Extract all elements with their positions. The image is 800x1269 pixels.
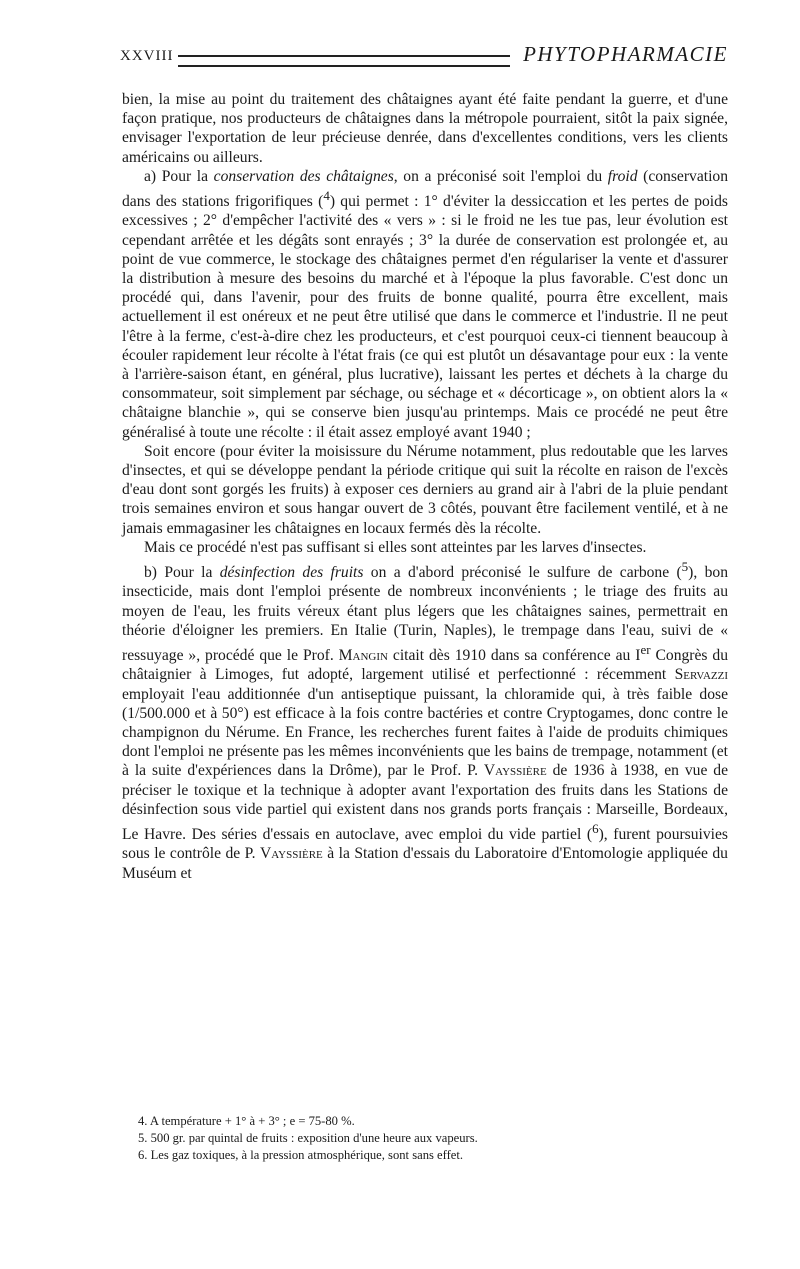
text-run: b) Pour la <box>144 564 220 582</box>
paragraph <box>122 538 728 557</box>
footnote-5: 5. 500 gr. par quintal de fruits : exposition d'une heure aux vapeurs. <box>138 1131 478 1145</box>
footnotes <box>138 1113 728 1164</box>
text-run: Congrès du châtaignier à Limoges, fut adopté, largement utilisé et perfectionné : récemment <box>122 647 728 684</box>
body-text <box>122 90 728 883</box>
text-run: on a d'abord préconisé le sulfure de carbone ( <box>363 564 682 582</box>
text-run: Soit encore (pour éviter la moisissure du Nérume notamment, plus redoutable que les larves d'insectes, et qui se développe pendant la période critique qui suit la récolte en raison de l'excès d'eau dont sont gorgés les fruits) à exposer ces derniers au grand air à l'abri de la pluie pendant trois semaines environ et sous hangar ouvert de 3 côtés, pouvant être facilement ventilé, et à ne jamais emmagasiner les châtaignes en locaux fermés dès la récolte. <box>122 442 728 537</box>
page-number: XXVIII <box>120 48 174 64</box>
text-run: employait l'eau additionnée d'un antiseptique puissant, la chloramide qui, à très faible dose (1/500.000 et à 50°) est efficace à la fois contre bactéries et contre Cryptogames, donc contre le champignon du Nérume. En France, les recherches furent faites à l'aide de produits chimiques dont l'emploi ne présente pas les mêmes inconvénients que les bains de trempage, notamment (et à la suite d'expériences dans la Drôme), par le Prof. P. <box>122 685 728 780</box>
running-title: PHYTOPHARMACIE <box>523 42 728 66</box>
small-caps-name: Mangin <box>338 647 388 665</box>
paragraph <box>122 557 728 883</box>
italic-run: conservation des châtaignes <box>213 167 394 185</box>
superscript: er <box>640 642 651 658</box>
text-run: , on a préconisé soit l'emploi du <box>393 167 608 185</box>
italic-run: froid <box>607 167 638 185</box>
footnote-4: 4. A température + 1° à + 3° ; e = 75-80 %. <box>138 1114 355 1128</box>
footnote-6: 6. Les gaz toxiques, à la pression atmosphérique, sont sans effet. <box>138 1148 464 1162</box>
text-run: Mais ce procédé n'est pas suffisant si elles sont atteintes par les larves d'insectes. <box>144 538 647 556</box>
text-run: ) qui permet : 1° d'éviter la dessiccation et les pertes de poids excessives ; 2° d'empêcher l'activité des « vers » : si le froid ne les tue pas, leur évolution est cependant arrêtée et les dégâts sont enrayés ; 3° la durée de conservation est prolongée et, au point de vue commerce, le stockage des châtaignes permet d'en régulariser la vente et d'assurer la distribution à mesure des besoins du marché et à l'époque la plus favorable. C'est donc un procédé qui, dans l'avenir, pour des fruits de bonne qualité, pourra être excellent, mais actuellement il est onéreux et ne peut être utilisé que dans le commerce et l'industrie. Il ne peut l'être à la ferme, c'est-à-dire chez les producteurs, et c'est pourquoi ceux-ci tiennent beaucoup à écouler rapidement leur récolte à l'état frais (ce qui est plutôt un désavantage pour eux : la vente à l'arrière-saison étant, en général, plus lucrative), laissant les pertes et déchets à la charge du consommateur, soit simplement par séchage, ou séchage et « décorticage », on obtient alors la « châtaigne blanchie », qui se conserve bien jusqu'au printemps. Mais ce procédé ne peut être généralisé à toute une récolte : il était assez employé avant 1940 ; <box>122 193 728 441</box>
paragraph <box>122 442 728 538</box>
text-run: a) Pour la <box>144 167 214 185</box>
paragraph <box>122 90 728 167</box>
small-caps-name: Vayssière <box>483 762 547 780</box>
small-caps-name: Servazzi <box>674 666 728 684</box>
page-header <box>120 42 728 72</box>
text-run: bien, la mise au point du traitement des châtaignes ayant été faite pendant la guerre, et d'une façon pratique, nos producteurs de châtaignes dans la métropole pourraient, sitôt la paix signée, envisager l'exportation de leur précieuse denrée, dans d'excellentes conditions, vers les clients américains ou ailleurs. <box>122 91 728 166</box>
text-run: ), furent poursuivies sous le contrôle de P. <box>122 826 729 863</box>
text-run: (conservation dans des stations frigorifiques ( <box>122 167 729 211</box>
text-run: ), bon insecticide, mais dont l'emploi présente de nombreux inconvénients ; le triage des fruits au moyen de l'eau, les fruits véreux étant plus légers que les châtaignes saines, permettrait en théorie d'éloigner les premiers. En Italie (Turin, Naples), le trempage dans l'eau, suivi de « ressuyage », procédé que le Prof. <box>122 564 728 665</box>
header-rule <box>178 55 510 67</box>
italic-run: désinfection des fruits <box>219 564 364 582</box>
paragraph <box>122 167 728 442</box>
small-caps-name: Vayssière <box>259 845 323 863</box>
text-run: citait dès 1910 dans sa conférence au I <box>387 647 641 665</box>
text-run: à la Station d'essais du Laboratoire d'Entomologie appliquée du Muséum et <box>122 845 728 882</box>
text-run: de 1936 à 1938, en vue de préciser le toxique et la technique à adopter avant l'exportation des fruits dans les Stations de désinfection sous vide partiel qui existent dans nos grands ports français : Marseille, Bordeaux, Le Havre. Des séries d'essais en autoclave, avec emploi du vide partiel ( <box>122 762 728 844</box>
superscript: 4 <box>323 188 330 204</box>
superscript: 5 <box>681 559 689 575</box>
superscript: 6 <box>592 821 599 837</box>
